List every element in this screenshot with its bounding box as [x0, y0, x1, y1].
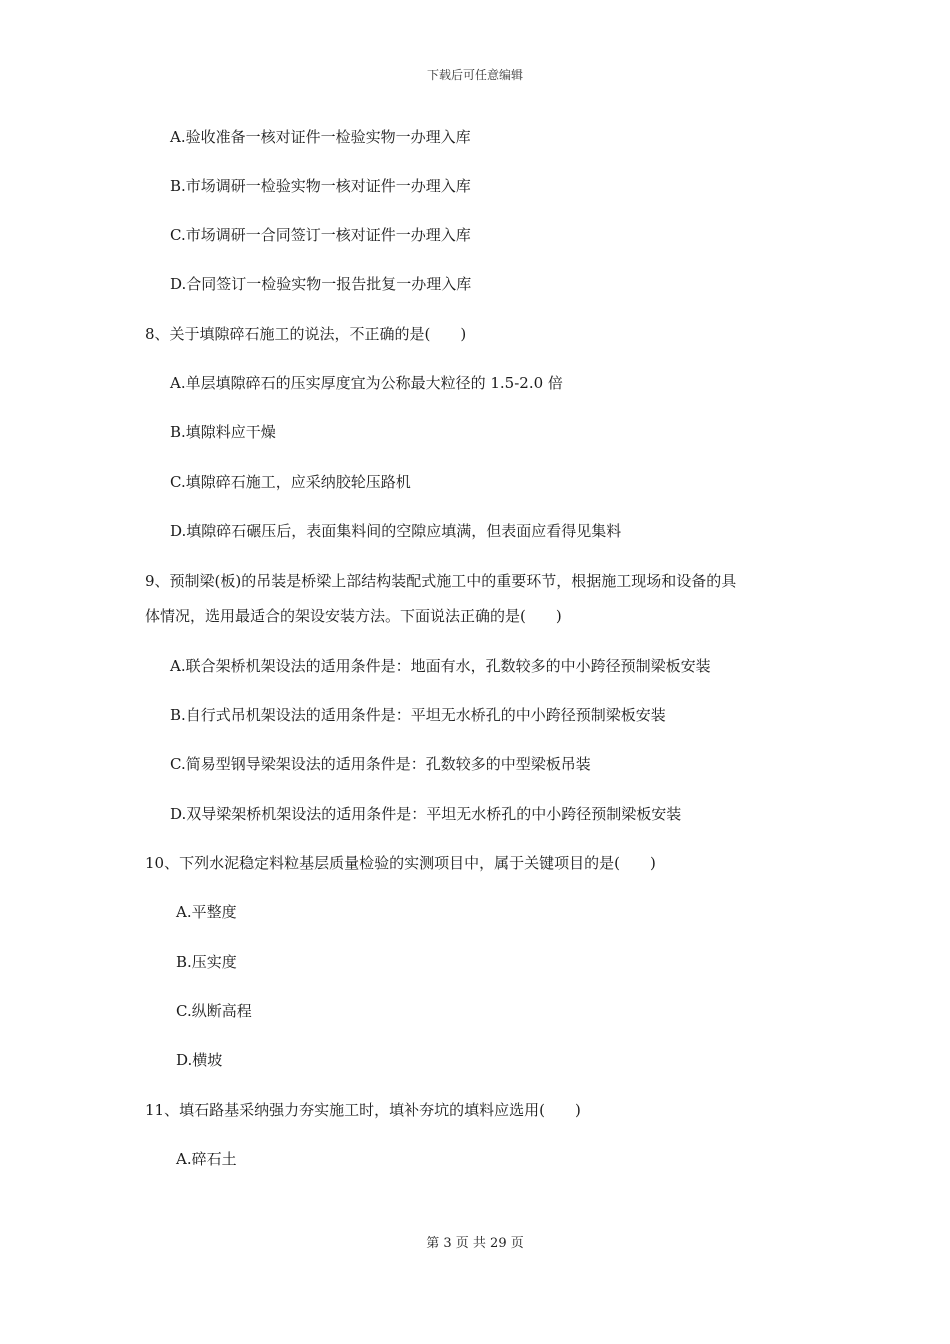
q8-stem: 8、关于填隙碎石施工的说法，不正确的是( ) [145, 325, 467, 343]
page-number: 第 3 页 共 29 页 [426, 1236, 524, 1251]
q7-option-a: A.验收准备一核对证件一检验实物一办理入库 [170, 128, 471, 146]
q9-option-b: B.自行式吊机架设法的适用条件是：平坦无水桥孔的中小跨径预制梁板安装 [170, 706, 666, 724]
q8-option-d: D.填隙碎石碾压后，表面集料间的空隙应填满，但表面应看得见集料 [170, 522, 622, 540]
q9-stem-line2: 体情况，选用最适合的架设安装方法。下面说法正确的是( ) [145, 607, 562, 625]
q9-option-a: A.联合架桥机架设法的适用条件是：地面有水，孔数较多的中小跨径预制梁板安装 [170, 657, 711, 675]
q9-option-c: C.简易型钢导梁架设法的适用条件是：孔数较多的中型梁板吊装 [170, 755, 591, 773]
q9-stem-line1: 9、预制梁(板)的吊装是桥梁上部结构装配式施工中的重要环节，根据施工现场和设备的具 [145, 572, 737, 590]
q10-stem: 10、下列水泥稳定料粒基层质量检验的实测项目中，属于关键项目的是( ) [145, 854, 656, 872]
q11-option-a: A.碎石土 [176, 1150, 237, 1168]
q11-stem: 11、填石路基采纳强力夯实施工时，填补夯坑的填料应选用( ) [145, 1101, 581, 1119]
q10-option-b: B.压实度 [176, 953, 237, 971]
header-note: 下载后可任意编辑 [426, 68, 523, 82]
q10-option-c: C.纵断高程 [176, 1002, 252, 1020]
q8-option-b: B.填隙料应干燥 [170, 423, 276, 441]
q8-option-a: A.单层填隙碎石的压实厚度宜为公称最大粒径的 1.5-2.0 倍 [170, 374, 563, 392]
q7-option-b: B.市场调研一检验实物一核对证件一办理入库 [170, 177, 471, 195]
q7-option-d: D.合同签订一检验实物一报告批复一办理入库 [170, 275, 472, 293]
q7-option-c: C.市场调研一合同签订一核对证件一办理入库 [170, 226, 471, 244]
q8-option-c: C.填隙碎石施工，应采纳胶轮压路机 [170, 473, 411, 491]
q10-option-a: A.平整度 [176, 903, 237, 921]
q9-option-d: D.双导梁架桥机架设法的适用条件是：平坦无水桥孔的中小跨径预制梁板安装 [170, 805, 682, 823]
q10-option-d: D.横坡 [176, 1051, 223, 1069]
